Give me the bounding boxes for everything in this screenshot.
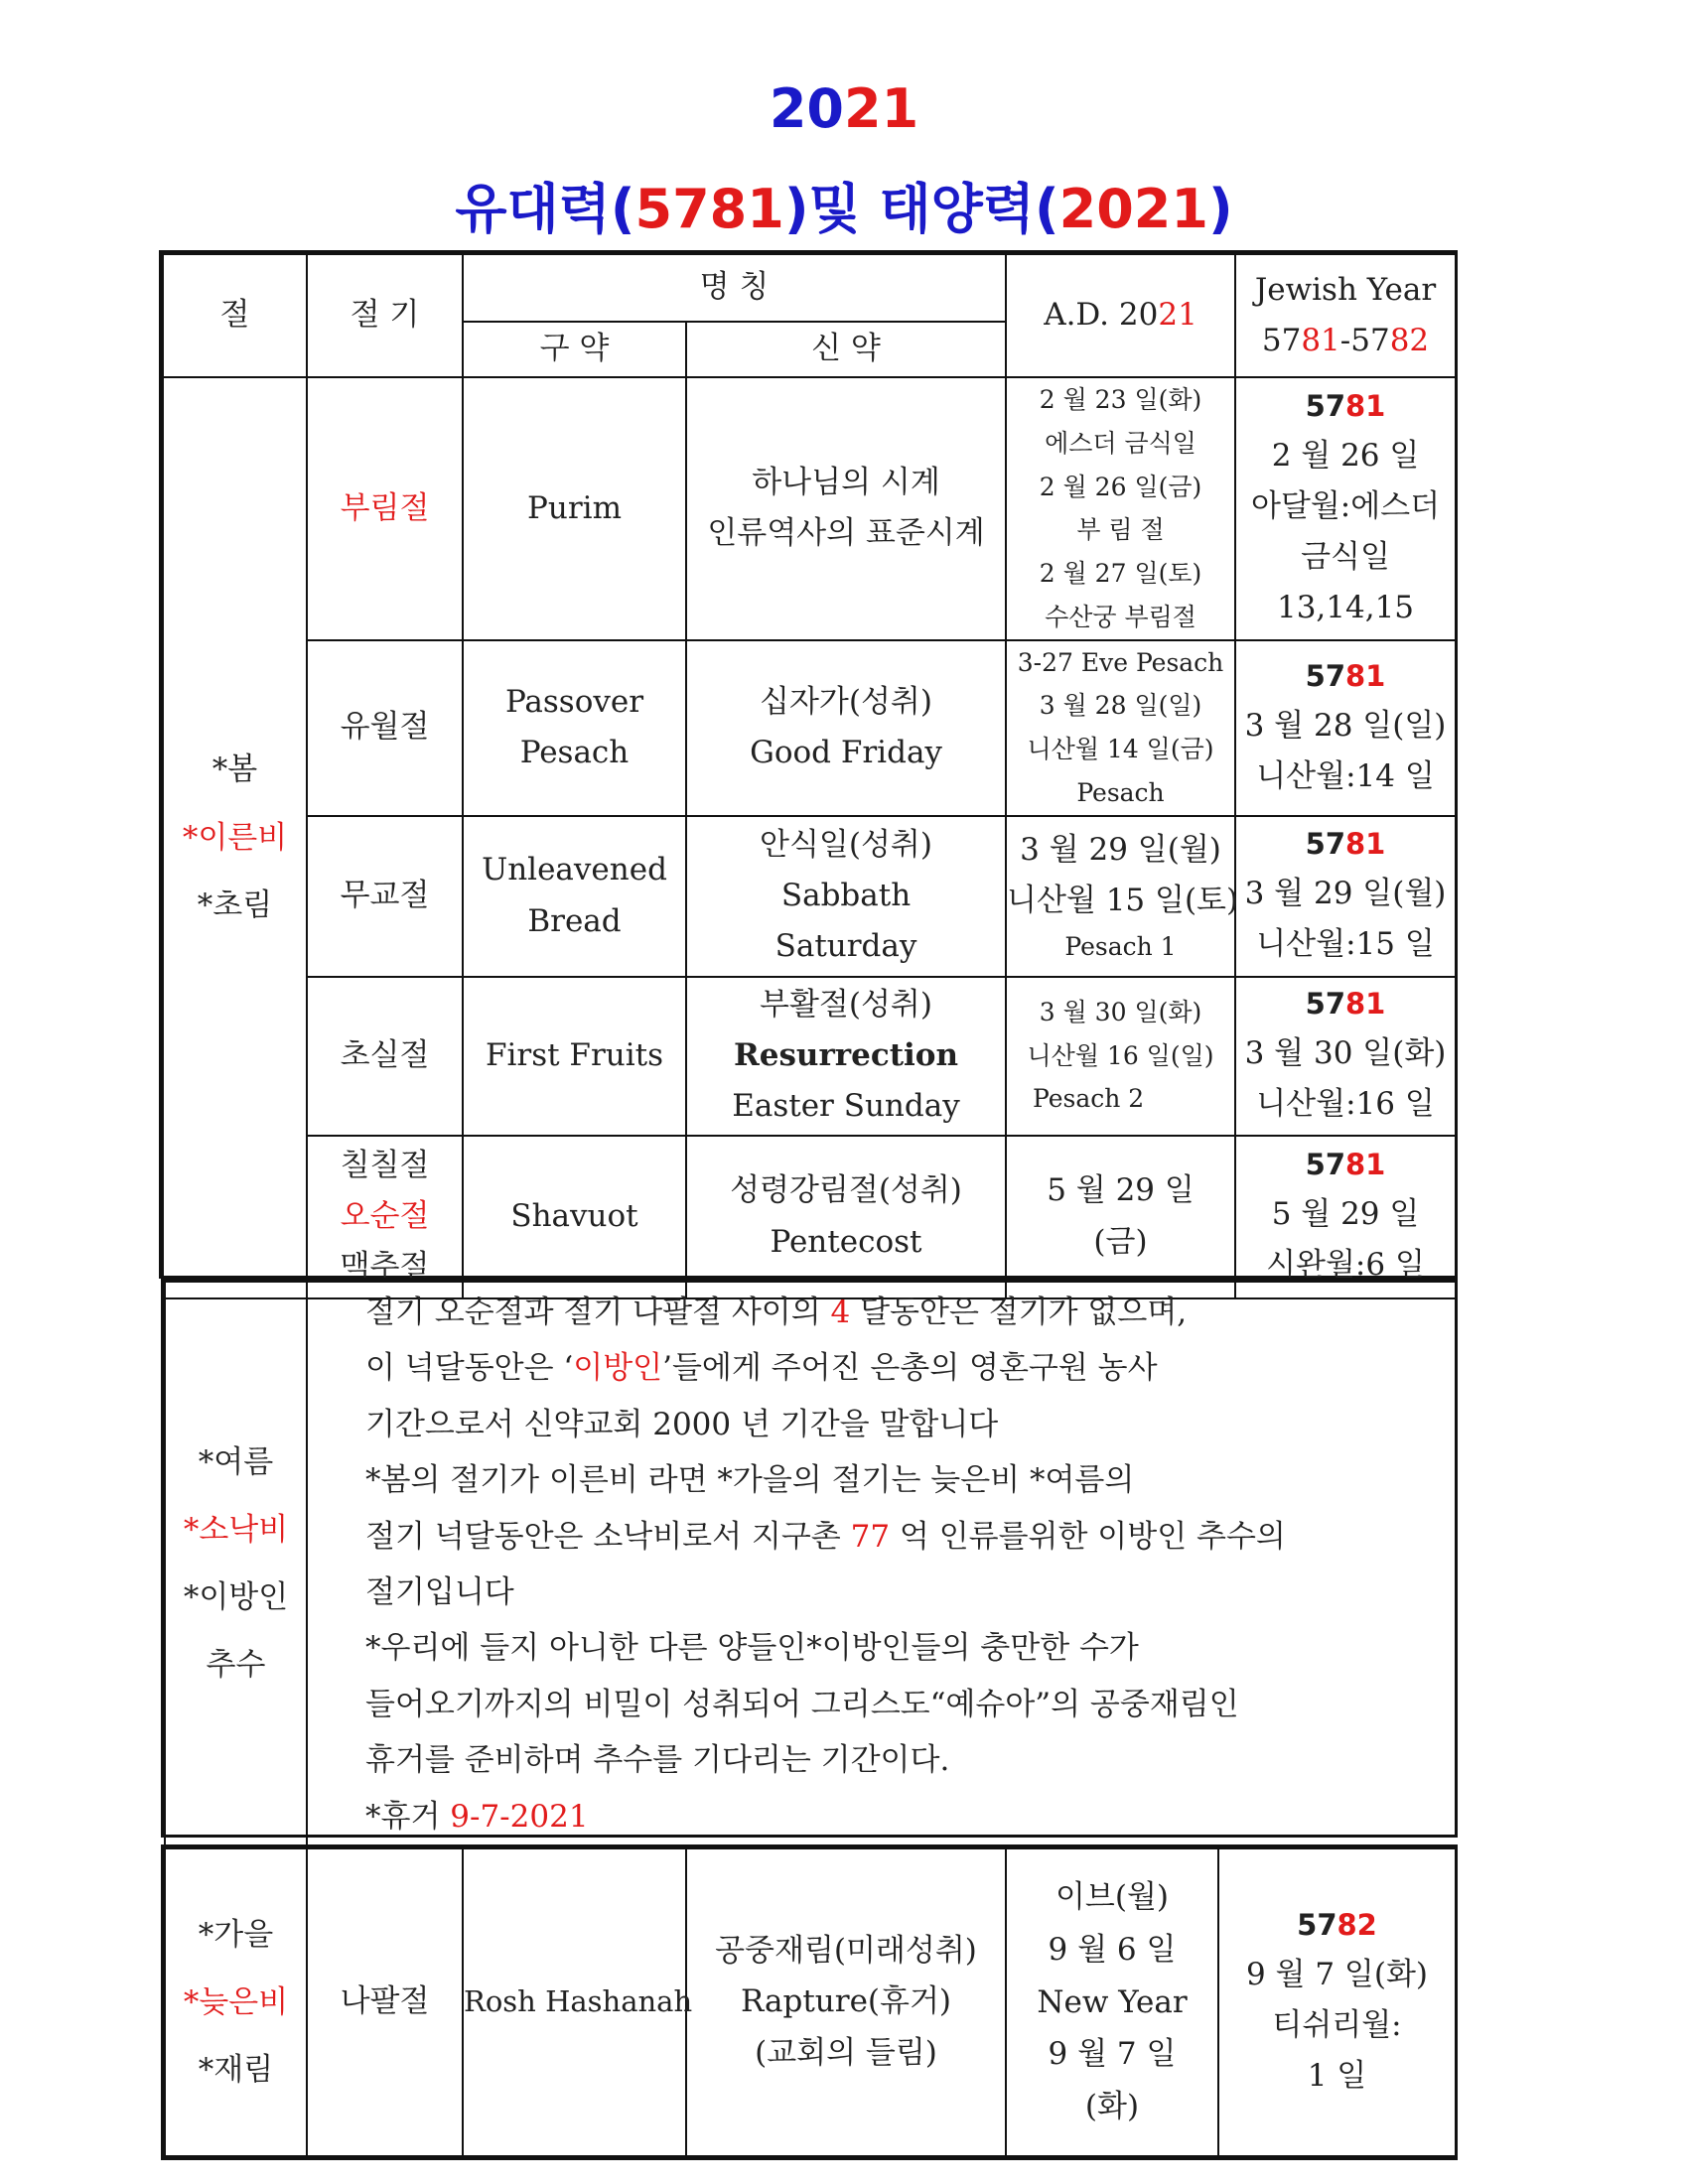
description-line: 절기 넉달동안은 소낙비로서 지구촌 77 억 인류를위한 이방인 추수의	[365, 1518, 1286, 1555]
season-spring: *봄 *이른비 *초림	[163, 377, 307, 1298]
table-row	[163, 1136, 1456, 1298]
jewish-date: 5781 3 월 28 일(일) 니산월:14 일	[1235, 640, 1456, 816]
new-testament-name: 십자가(성취) Good Friday	[686, 640, 1006, 816]
table-row	[163, 816, 1456, 977]
description-line: *휴거 9-7-2021	[365, 1798, 589, 1835]
new-testament-name: 성령강림절(성취) Pentecost	[686, 1136, 1006, 1298]
table-row	[163, 977, 1456, 1136]
header-festival: 절 기	[307, 254, 463, 377]
old-testament-name: Rosh Hashanah	[463, 1848, 686, 2156]
old-testament-name: Passover Pesach	[463, 640, 686, 816]
document-subtitle: 유대력(5781)및 태양력(2021)	[455, 178, 1233, 240]
description-line: *봄의 절기가 이른비 라면 *가을의 절기는 늦은비 *여름의	[365, 1462, 1135, 1499]
season-summer: *여름 *소낙비 *이방인 추수	[165, 1282, 307, 1845]
old-testament-name: First Fruits	[463, 977, 686, 1136]
festival-name: 부림절	[307, 377, 463, 640]
season-autumn: *가을 *늦은비 *재림	[165, 1848, 307, 2156]
document-year-title: 2021	[769, 77, 919, 140]
jewish-date: 5782 9 월 7 일(화) 티쉬리월: 1 일	[1218, 1848, 1456, 2156]
new-testament-name: 안식일(성취) Sabbath Saturday	[686, 816, 1006, 977]
summer-description	[307, 1282, 1455, 1845]
header-season: 절	[163, 254, 307, 377]
description-line: *우리에 들지 아니한 다른 양들인*이방인들의 충만한 수가	[365, 1630, 1139, 1667]
ad-date: 이브(월) 9 월 6 일 New Year 9 월 7 일 (화)	[1006, 1848, 1218, 2156]
jewish-date: 5781 5 월 29 일 시완월:6 일	[1235, 1136, 1456, 1298]
jewish-date: 5781 3 월 29 일(월) 니산월:15 일	[1235, 816, 1456, 977]
ad-date: 3-27 Eve Pesach 3 월 28 일(일) 니산월 14 일(금) Pesach	[1006, 640, 1235, 816]
festival-name: 무교절	[307, 816, 463, 977]
old-testament-name: Purim	[463, 377, 686, 640]
description-line: 휴거를 준비하며 추수를 기다리는 기간이다.	[365, 1742, 950, 1779]
ad-date: 3 월 29 일(월) 니산월 15 일(토) Pesach 1	[1006, 816, 1235, 977]
jewish-date: 5781 2 월 26 일 아달월:에스더 금식일 13,14,15	[1235, 377, 1456, 640]
ad-date: 5 월 29 일 (금)	[1006, 1136, 1235, 1298]
jewish-date: 5781 3 월 30 일(화) 니산월:16 일	[1235, 977, 1456, 1136]
description-line: 절기입니다	[365, 1574, 514, 1611]
description-line: 절기 오순절과 절기 나팔절 사이의 4 달동안은 절기가 없으며,	[365, 1295, 1188, 1330]
new-testament-name: 부활절(성취) Resurrection Easter Sunday	[686, 977, 1006, 1136]
festival-name: 유월절	[307, 640, 463, 816]
description-line: 들어오기까지의 비밀이 성취되어 그리스도“예슈아”의 공중재림인	[365, 1686, 1239, 1722]
description-line: 이 넉달동안은 ‘이방인’들에게 주어진 은총의 영혼구원 농사	[365, 1350, 1158, 1387]
spring-table	[159, 250, 1458, 1286]
old-testament-name: Unleavened Bread	[463, 816, 686, 977]
header-new-testament: 신 약	[686, 322, 1006, 377]
table-row	[163, 640, 1456, 816]
description-line: 기간으로서 신약교회 2000 년 기간을 말합니다	[365, 1406, 999, 1442]
table-row	[165, 1848, 1456, 2156]
header-ad: A.D. 2021	[1006, 254, 1235, 377]
ad-date: 3 월 30 일(화) 니산월 16 일(일) Pesach 2	[1006, 977, 1235, 1136]
header-name: 명 칭	[463, 254, 1006, 322]
ad-date: 2 월 23 일(화) 에스더 금식일 2 월 26 일(금) 부 림 절 2 월 27 일(토) 수산궁 부림절	[1006, 377, 1235, 640]
new-testament-name: 하나님의 시계 인류역사의 표준시계	[686, 377, 1006, 640]
old-testament-name: Shavuot	[463, 1136, 686, 1298]
festival-name: 나팔절	[307, 1848, 463, 2156]
new-testament-name: 공중재림(미래성취) Rapture(휴거) (교회의 들림)	[686, 1848, 1006, 2156]
table-row	[163, 377, 1456, 640]
header-jewish-year: Jewish Year 5781-5782	[1235, 254, 1456, 377]
autumn-section	[161, 1844, 1458, 2160]
festival-name: 칠칠절 오순절 맥추절	[307, 1136, 463, 1298]
header-old-testament: 구 약	[463, 322, 686, 377]
summer-section	[161, 1278, 1458, 1838]
festival-name: 초실절	[307, 977, 463, 1136]
